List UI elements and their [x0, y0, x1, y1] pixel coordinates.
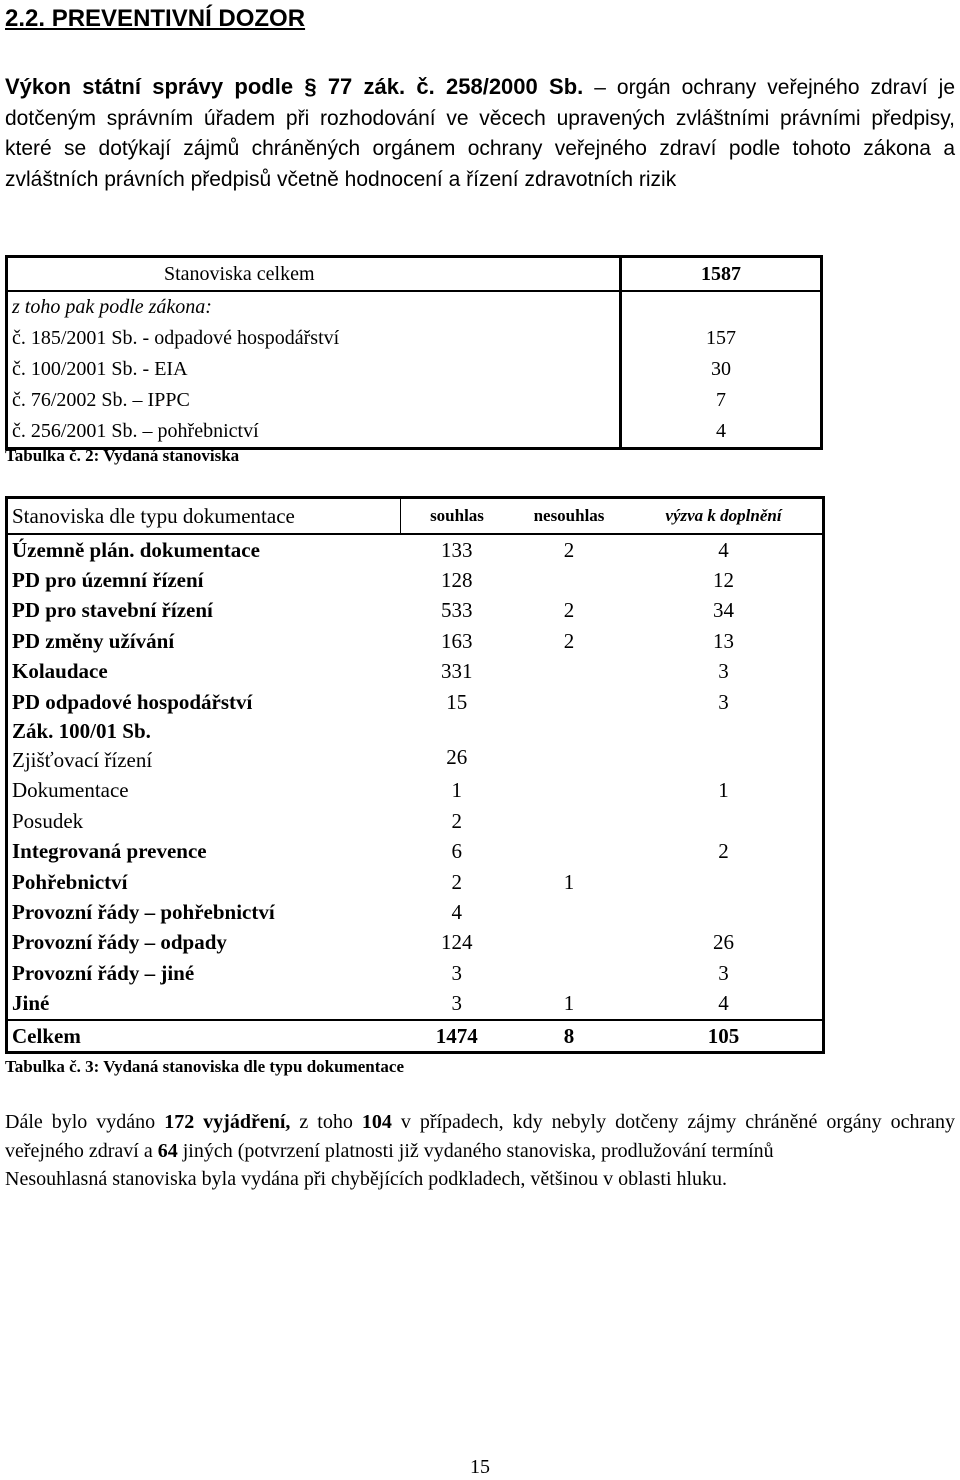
table-row: [7, 867, 824, 897]
value-request: 3: [718, 689, 729, 714]
text-span: z toho: [290, 1111, 362, 1133]
value-request: 3: [718, 659, 729, 684]
table2-label: č. 256/2001 Sb. – pohřebnictví: [12, 420, 259, 442]
row-label: Jiné: [12, 991, 50, 1016]
value-request: 3: [718, 960, 729, 985]
value-disagree: 2: [563, 598, 575, 623]
table2-label: č. 100/2001 Sb. - EIA: [12, 358, 188, 380]
value-agree: 133: [441, 537, 473, 562]
table-header-row: [7, 498, 824, 535]
table-row: [7, 745, 824, 775]
value-agree: 26: [446, 745, 468, 770]
table-row: [7, 416, 822, 449]
value-disagree: 2: [563, 537, 575, 562]
table2-value: [621, 291, 822, 323]
page-number: 15: [470, 1456, 490, 1478]
table3-body: [7, 534, 824, 1053]
table-row: [7, 596, 824, 626]
row-label: Provozní řády – odpady: [12, 930, 227, 955]
row-label: Provozní řády – jiné: [12, 960, 195, 985]
value-disagree: [513, 897, 625, 927]
value-agree: 2: [451, 808, 462, 833]
value-request: 1: [718, 778, 729, 803]
value-agree: 15: [446, 689, 468, 714]
value-agree: 1474: [401, 1020, 514, 1053]
row-label: PD odpadové hospodářství: [12, 689, 253, 714]
value-disagree: [513, 565, 625, 595]
table-row: [7, 897, 824, 927]
closing-paragraph-2: Nesouhlasná stanoviska byla vydána při chybějících podkladech, většinou v oblasti hluku.: [5, 1168, 728, 1190]
value-request: [625, 806, 824, 836]
value-agree: 163: [441, 628, 473, 653]
table-row: [7, 257, 822, 292]
value-request: 2: [718, 839, 729, 864]
column-header-request: výzva k doplnění: [625, 498, 824, 535]
table-row: [7, 837, 824, 867]
text-bold: 172 vyjádření,: [164, 1111, 291, 1133]
value-request: [625, 867, 824, 897]
table-row: [7, 687, 824, 717]
value-request: 105: [625, 1020, 824, 1053]
row-label: PD změny užívání: [12, 628, 175, 653]
row-label: PD pro územní řízení: [12, 568, 204, 593]
column-header-disagree: nesouhlas: [513, 498, 625, 535]
table-opinions-by-type: [5, 496, 825, 1054]
text-span: v případech, kdy nebyly dotčeny zájmy chráněné orgány ochrany veřejného zdraví a: [5, 1111, 956, 1162]
text-span: jiných (potvrzení platnosti již vydaného stanoviska, prodlužování termínů: [177, 1139, 774, 1162]
intro-lead: Výkon státní správy podle § 77 zák. č. 258/2000 Sb.: [5, 74, 584, 99]
value-request: 12: [713, 568, 734, 593]
table-row: [7, 1020, 824, 1053]
table2-caption: Tabulka č. 2: Vydaná stanoviska: [5, 446, 240, 465]
value-agree: 6: [451, 839, 462, 864]
value-disagree: [513, 928, 625, 958]
value-request: 4: [718, 537, 729, 562]
table2-label: č. 185/2001 Sb. - odpadové hospodářství: [12, 327, 340, 349]
closing-paragraph-1: [5, 1108, 955, 1165]
row-label: Pohřebnictví: [12, 869, 128, 894]
text-span: Dále bylo vydáno: [5, 1111, 165, 1133]
table-row: [7, 988, 824, 1019]
value-disagree: [513, 806, 625, 836]
table-row: [7, 291, 822, 323]
row-label: Dokumentace: [12, 778, 129, 803]
table-row: [7, 565, 824, 595]
value-disagree: [513, 717, 625, 745]
column-header-type: Stanoviska dle typu dokumentace: [7, 498, 401, 535]
value-agree: [401, 717, 514, 745]
table-row: [7, 626, 824, 656]
value-request: 13: [713, 628, 734, 653]
value-disagree: 1: [563, 869, 575, 894]
table-row: [7, 717, 824, 745]
intro-paragraph: [5, 72, 955, 195]
table-row: [7, 354, 822, 385]
row-label: Celkem: [7, 1020, 401, 1053]
table2-value: 157: [621, 323, 822, 354]
table-row: [7, 928, 824, 958]
table-row: [7, 958, 824, 988]
value-agree: 1: [451, 778, 462, 803]
value-agree: 124: [441, 930, 473, 955]
value-disagree: 2: [563, 628, 575, 653]
closing-text: [5, 1108, 955, 1194]
value-agree: 4: [451, 899, 462, 924]
value-agree: 533: [441, 598, 473, 623]
table2-value: 4: [621, 416, 822, 449]
value-request: [625, 897, 824, 927]
table-row: [7, 806, 824, 836]
text-bold: 64: [157, 1139, 178, 1162]
value-request: [625, 745, 824, 775]
value-disagree: [513, 958, 625, 988]
table2-value: 30: [621, 354, 822, 385]
value-request: 4: [718, 991, 729, 1016]
table-row: [7, 534, 824, 565]
value-request: [625, 717, 824, 745]
value-agree: 3: [451, 960, 462, 985]
value-agree: 128: [441, 568, 473, 593]
value-agree: 3: [451, 991, 462, 1016]
table-row: [7, 385, 822, 416]
value-disagree: [513, 687, 625, 717]
value-disagree: [513, 745, 625, 775]
row-label: Územně plán. dokumentace: [12, 537, 260, 562]
value-disagree: [513, 837, 625, 867]
row-label: Zjišťovací řízení: [12, 748, 153, 773]
table-row: [7, 776, 824, 806]
table2-label: z toho pak podle zákona:: [12, 296, 212, 318]
value-disagree: [513, 657, 625, 687]
intro-text: – orgán ochrany veřejného zdraví je dotčeným správním úřadem při rozhodování ve věcech upravených zvláštními právními předpisy, které se dotýkají zájmů chráněných orgánem ochrany veřejného zdraví podle tohoto zákona a zvláštních právních předpisů včetně hodnocení a řízení zdravotních rizik: [5, 76, 955, 191]
value-request: 34: [713, 598, 734, 623]
value-disagree: 8: [513, 1020, 625, 1053]
table-row: [7, 657, 824, 687]
value-agree: 331: [441, 659, 473, 684]
value-request: 26: [713, 930, 734, 955]
table2-value: 1587: [621, 257, 822, 292]
column-header-agree: souhlas: [401, 498, 514, 535]
value-disagree: [513, 776, 625, 806]
table3-caption: Tabulka č. 3: Vydaná stanoviska dle typu dokumentace: [5, 1057, 404, 1076]
value-disagree: 1: [563, 991, 575, 1016]
row-label: Zák. 100/01 Sb.: [12, 718, 151, 743]
row-label: PD pro stavební řízení: [12, 598, 213, 623]
table-row: [7, 323, 822, 354]
table2-label: Stanoviska celkem: [7, 257, 621, 292]
text-bold: 104: [361, 1111, 392, 1133]
row-label: Kolaudace: [12, 659, 108, 684]
table-opinions-total: [5, 255, 823, 450]
section-heading: 2.2. PREVENTIVNÍ DOZOR: [5, 5, 306, 32]
row-label: Posudek: [12, 808, 84, 833]
row-label: Provozní řády – pohřebnictví: [12, 899, 275, 924]
value-agree: 2: [451, 869, 462, 894]
row-label: Integrovaná prevence: [12, 839, 207, 864]
table2-label: č. 76/2002 Sb. – IPPC: [12, 389, 190, 411]
table2-value: 7: [621, 385, 822, 416]
